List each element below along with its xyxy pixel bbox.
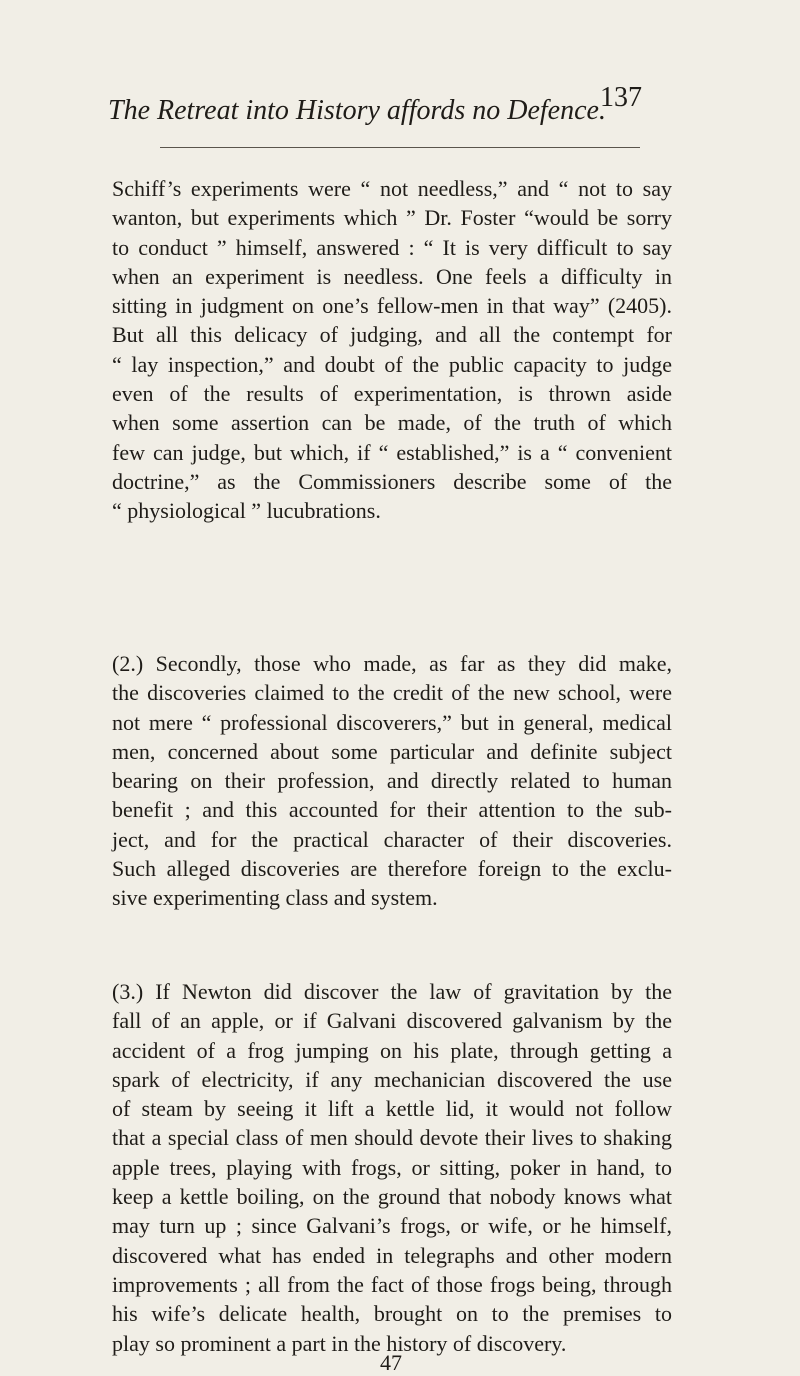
signature-mark: 47 [380, 1350, 402, 1375]
paragraph-2 [112, 649, 672, 913]
running-header: The Retreat into History affords no Defence. [108, 95, 606, 126]
text-line: “ lay inspection,” and doubt of the public capacity to judge [112, 351, 672, 377]
text-line: ject, and for the practical character of their discoveries. [112, 826, 672, 852]
text-line: “ physiological ” lucubrations. [112, 498, 381, 524]
text-line: But all this delicacy of judging, and all the contempt for [112, 322, 672, 348]
text-line: discovered what has ended in telegraphs and other modern [112, 1242, 672, 1268]
text-line: men, concerned about some particular and definite subject [112, 738, 672, 764]
text-line: fall of an apple, or if Galvani discovered galvanism by the [112, 1008, 672, 1034]
text-line: Schiff’s experiments were “ not needless,” and “ not to say [112, 176, 672, 201]
text-line: to conduct ” himself, answered : “ It is very difficult to say [112, 234, 672, 260]
text-line: sive experimenting class and system. [112, 885, 438, 911]
text-line: accident of a frog jumping on his plate, through getting a [112, 1037, 672, 1063]
text-line: when some assertion can be made, of the truth of which [112, 410, 672, 436]
text-line: few can judge, but which, if “ established,” is a “ convenient [112, 439, 672, 465]
text-line: even of the results of experimentation, is thrown aside [112, 381, 672, 407]
text-line: (2.) Secondly, those who made, as far as they did make, [112, 651, 672, 676]
text-line: play so prominent a part in the history of discovery. [112, 1330, 567, 1356]
text-line: his wife’s delicate health, brought on to the premises to [112, 1301, 672, 1327]
page-number: 137 [600, 82, 642, 113]
text-line: the discoveries claimed to the credit of the new school, were [112, 680, 672, 706]
text-line: sitting in judgment on one’s fellow-men in that way” (2405). [112, 293, 672, 319]
text-line: Such alleged discoveries are therefore foreign to the exclu- [112, 856, 672, 882]
text-line: may turn up ; since Galvani’s frogs, or wife, or he himself, [112, 1213, 672, 1239]
text-line: of steam by seeing it lift a kettle lid, it would not follow [112, 1096, 672, 1122]
header-rule [160, 147, 640, 148]
text-line: (3.) If Newton did discover the law of gravitation by the [112, 979, 672, 1004]
paragraph-3 [112, 977, 672, 1358]
text-line: improvements ; all from the fact of those frogs being, through [112, 1271, 672, 1297]
text-line: spark of electricity, if any mechanician discovered the use [112, 1066, 672, 1092]
text-line: when an experiment is needless. One feels a difficulty in [112, 263, 672, 289]
text-line: bearing on their profession, and directly related to human [112, 768, 672, 794]
text-line: doctrine,” as the Commissioners describe some of the [112, 468, 672, 494]
text-line: not mere “ professional discoverers,” but in general, medical [112, 709, 672, 735]
text-line: that a special class of men should devote their lives to shaking [112, 1125, 672, 1151]
text-line: apple trees, playing with frogs, or sitting, poker in hand, to [112, 1154, 672, 1180]
text-line: keep a kettle boiling, on the ground that nobody knows what [112, 1184, 672, 1210]
text-line: benefit ; and this accounted for their attention to the sub- [112, 797, 672, 823]
paragraph-1 [112, 174, 672, 526]
text-line: wanton, but experiments which ” Dr. Foster “would be sorry [112, 205, 672, 231]
